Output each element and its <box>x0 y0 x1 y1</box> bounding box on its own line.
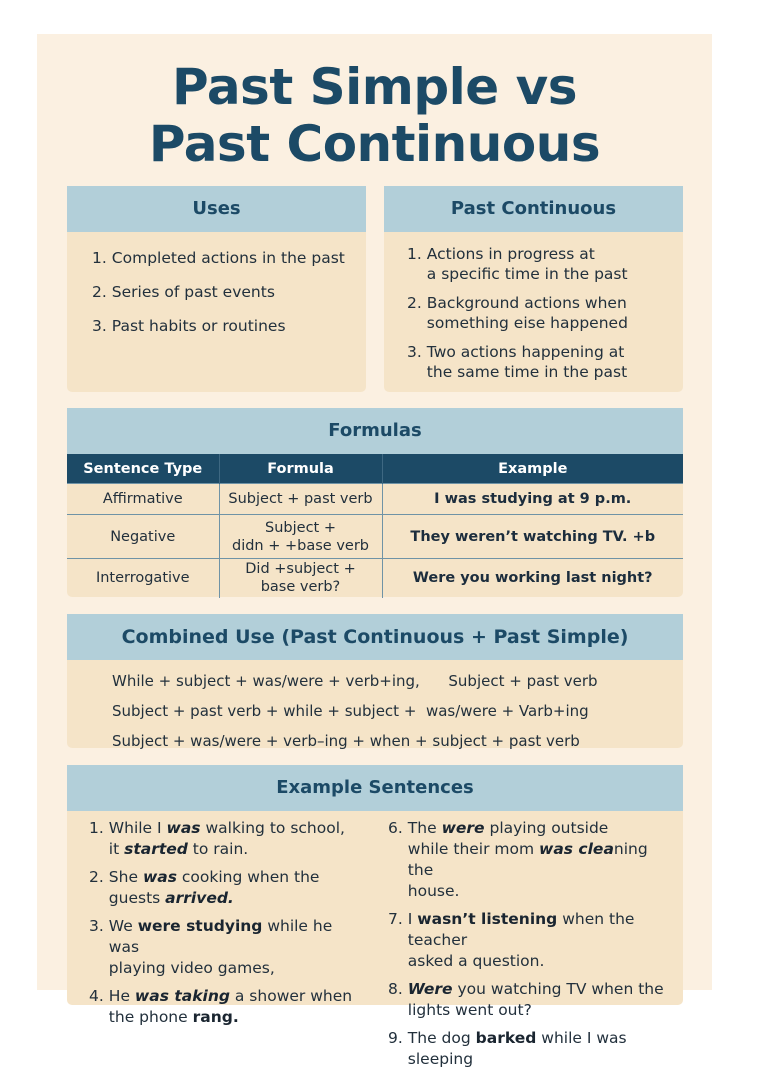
list-item <box>89 867 359 909</box>
list-item <box>92 317 366 351</box>
item-text-line: Actions in progress at <box>426 245 595 263</box>
list-item <box>388 979 678 1021</box>
list-item <box>388 818 678 902</box>
item-number: 7. <box>388 910 403 928</box>
title-line-2: Past Continuous <box>148 115 601 173</box>
column-header: Sentence Type <box>67 454 219 484</box>
item-number: 3. <box>407 343 422 361</box>
item-number: 3. <box>92 317 107 335</box>
list-item <box>407 342 683 382</box>
list-item <box>89 916 359 979</box>
list-item <box>407 244 683 284</box>
item-text: I wasn’t listening when the teacher asked a question. <box>407 910 635 970</box>
table-row <box>67 515 683 559</box>
item-text <box>427 293 628 333</box>
formula-line: Subject + <box>265 519 336 536</box>
column-header: Example <box>382 454 683 484</box>
combined-use-card <box>67 614 683 748</box>
item-number: 1. <box>407 245 422 263</box>
formulas-heading: Formulas <box>67 408 683 454</box>
sentence-type-cell: Negative <box>67 515 219 559</box>
table-header-row <box>67 454 683 484</box>
uses-list <box>67 232 366 351</box>
item-number: 2. <box>407 294 422 312</box>
item-text <box>427 244 628 284</box>
item-number: 4. <box>89 987 104 1005</box>
formulas-card <box>67 408 683 597</box>
example-cell: They weren’t watching TV. +b <box>382 515 683 559</box>
item-text: The were playing outside while their mom was cleaning the house. <box>407 819 648 900</box>
past-continuous-card <box>384 186 683 392</box>
item-text-line: Two actions happening at <box>426 343 625 361</box>
title-line-1: Past Simple vs <box>172 58 577 116</box>
item-text: We were studying while he was playing video games, <box>108 917 333 977</box>
list-item <box>388 1028 678 1070</box>
column-header: Formula <box>219 454 382 484</box>
item-text <box>427 342 627 382</box>
list-item <box>92 283 366 317</box>
item-text: Completed actions in the past <box>111 249 345 267</box>
item-text: The dog barked while I was sleeping <box>407 1029 627 1068</box>
past-continuous-heading: Past Continuous <box>384 186 683 232</box>
example-sentences-heading: Example Sentences <box>67 765 683 811</box>
example-cell: Were you working last night? <box>382 559 683 598</box>
item-text: While I was walking to school, it started to rain. <box>108 819 345 858</box>
formula-cell <box>219 484 382 515</box>
formulas-table <box>67 454 683 598</box>
item-text: He was taking a shower when the phone rang. <box>108 987 353 1026</box>
examples-right-column <box>388 811 678 1070</box>
sentence-type-cell: Interrogative <box>67 559 219 598</box>
page-title <box>37 59 712 173</box>
uses-heading: Uses <box>67 186 366 232</box>
item-number: 3. <box>89 917 104 935</box>
item-text-line: the same time in the past <box>426 363 628 381</box>
example-cell: I was studying at 9 p.m. <box>382 484 683 515</box>
formula-cell <box>219 559 382 598</box>
example-sentences-card <box>67 765 683 1068</box>
formula-cell <box>219 515 382 559</box>
item-number: 6. <box>388 819 403 837</box>
item-number: 9. <box>388 1029 403 1047</box>
formula-line: Subject + past verb <box>228 491 373 507</box>
item-text: She was cooking when the guests arrived. <box>108 868 320 907</box>
list-item <box>89 986 359 1028</box>
item-number: 2. <box>92 283 107 301</box>
list-item <box>388 909 678 972</box>
formula-line: Did +subject + <box>245 561 356 578</box>
item-number: 2. <box>89 868 104 886</box>
list-item <box>89 818 359 860</box>
uses-card <box>67 186 366 392</box>
table-row <box>67 484 683 515</box>
item-text-line: a specific time in the past <box>426 265 628 283</box>
item-text: Series of past events <box>111 283 275 301</box>
item-text-line: something eise happened <box>426 314 628 332</box>
combined-formula-line: Subject + past verb + while + subject + was/were + Varb+ing <box>112 702 589 720</box>
item-number: 1. <box>92 249 107 267</box>
combined-formula-line: Subject + was/were + verb–ing + when + subject + past verb <box>112 732 580 750</box>
past-continuous-list <box>384 232 683 382</box>
examples-left-column <box>89 811 359 1028</box>
formula-line: didn + +base verb <box>232 537 369 554</box>
list-item <box>407 293 683 333</box>
table-row <box>67 559 683 598</box>
item-number: 1. <box>89 819 104 837</box>
item-text-line: Background actions when <box>426 294 627 312</box>
item-text: Past habits or routines <box>111 317 286 335</box>
item-number: 8. <box>388 980 403 998</box>
list-item <box>92 249 366 283</box>
sentence-type-cell: Affirmative <box>67 484 219 515</box>
combined-use-heading: Combined Use (Past Continuous + Past Simple) <box>67 614 683 660</box>
combined-formula-line: While + subject + was/were + verb+ing, Subject + past verb <box>112 672 598 690</box>
item-text: Were you watching TV when the lights went out? <box>407 980 664 1019</box>
poster <box>37 34 712 1068</box>
formula-line: base verb? <box>260 579 341 596</box>
